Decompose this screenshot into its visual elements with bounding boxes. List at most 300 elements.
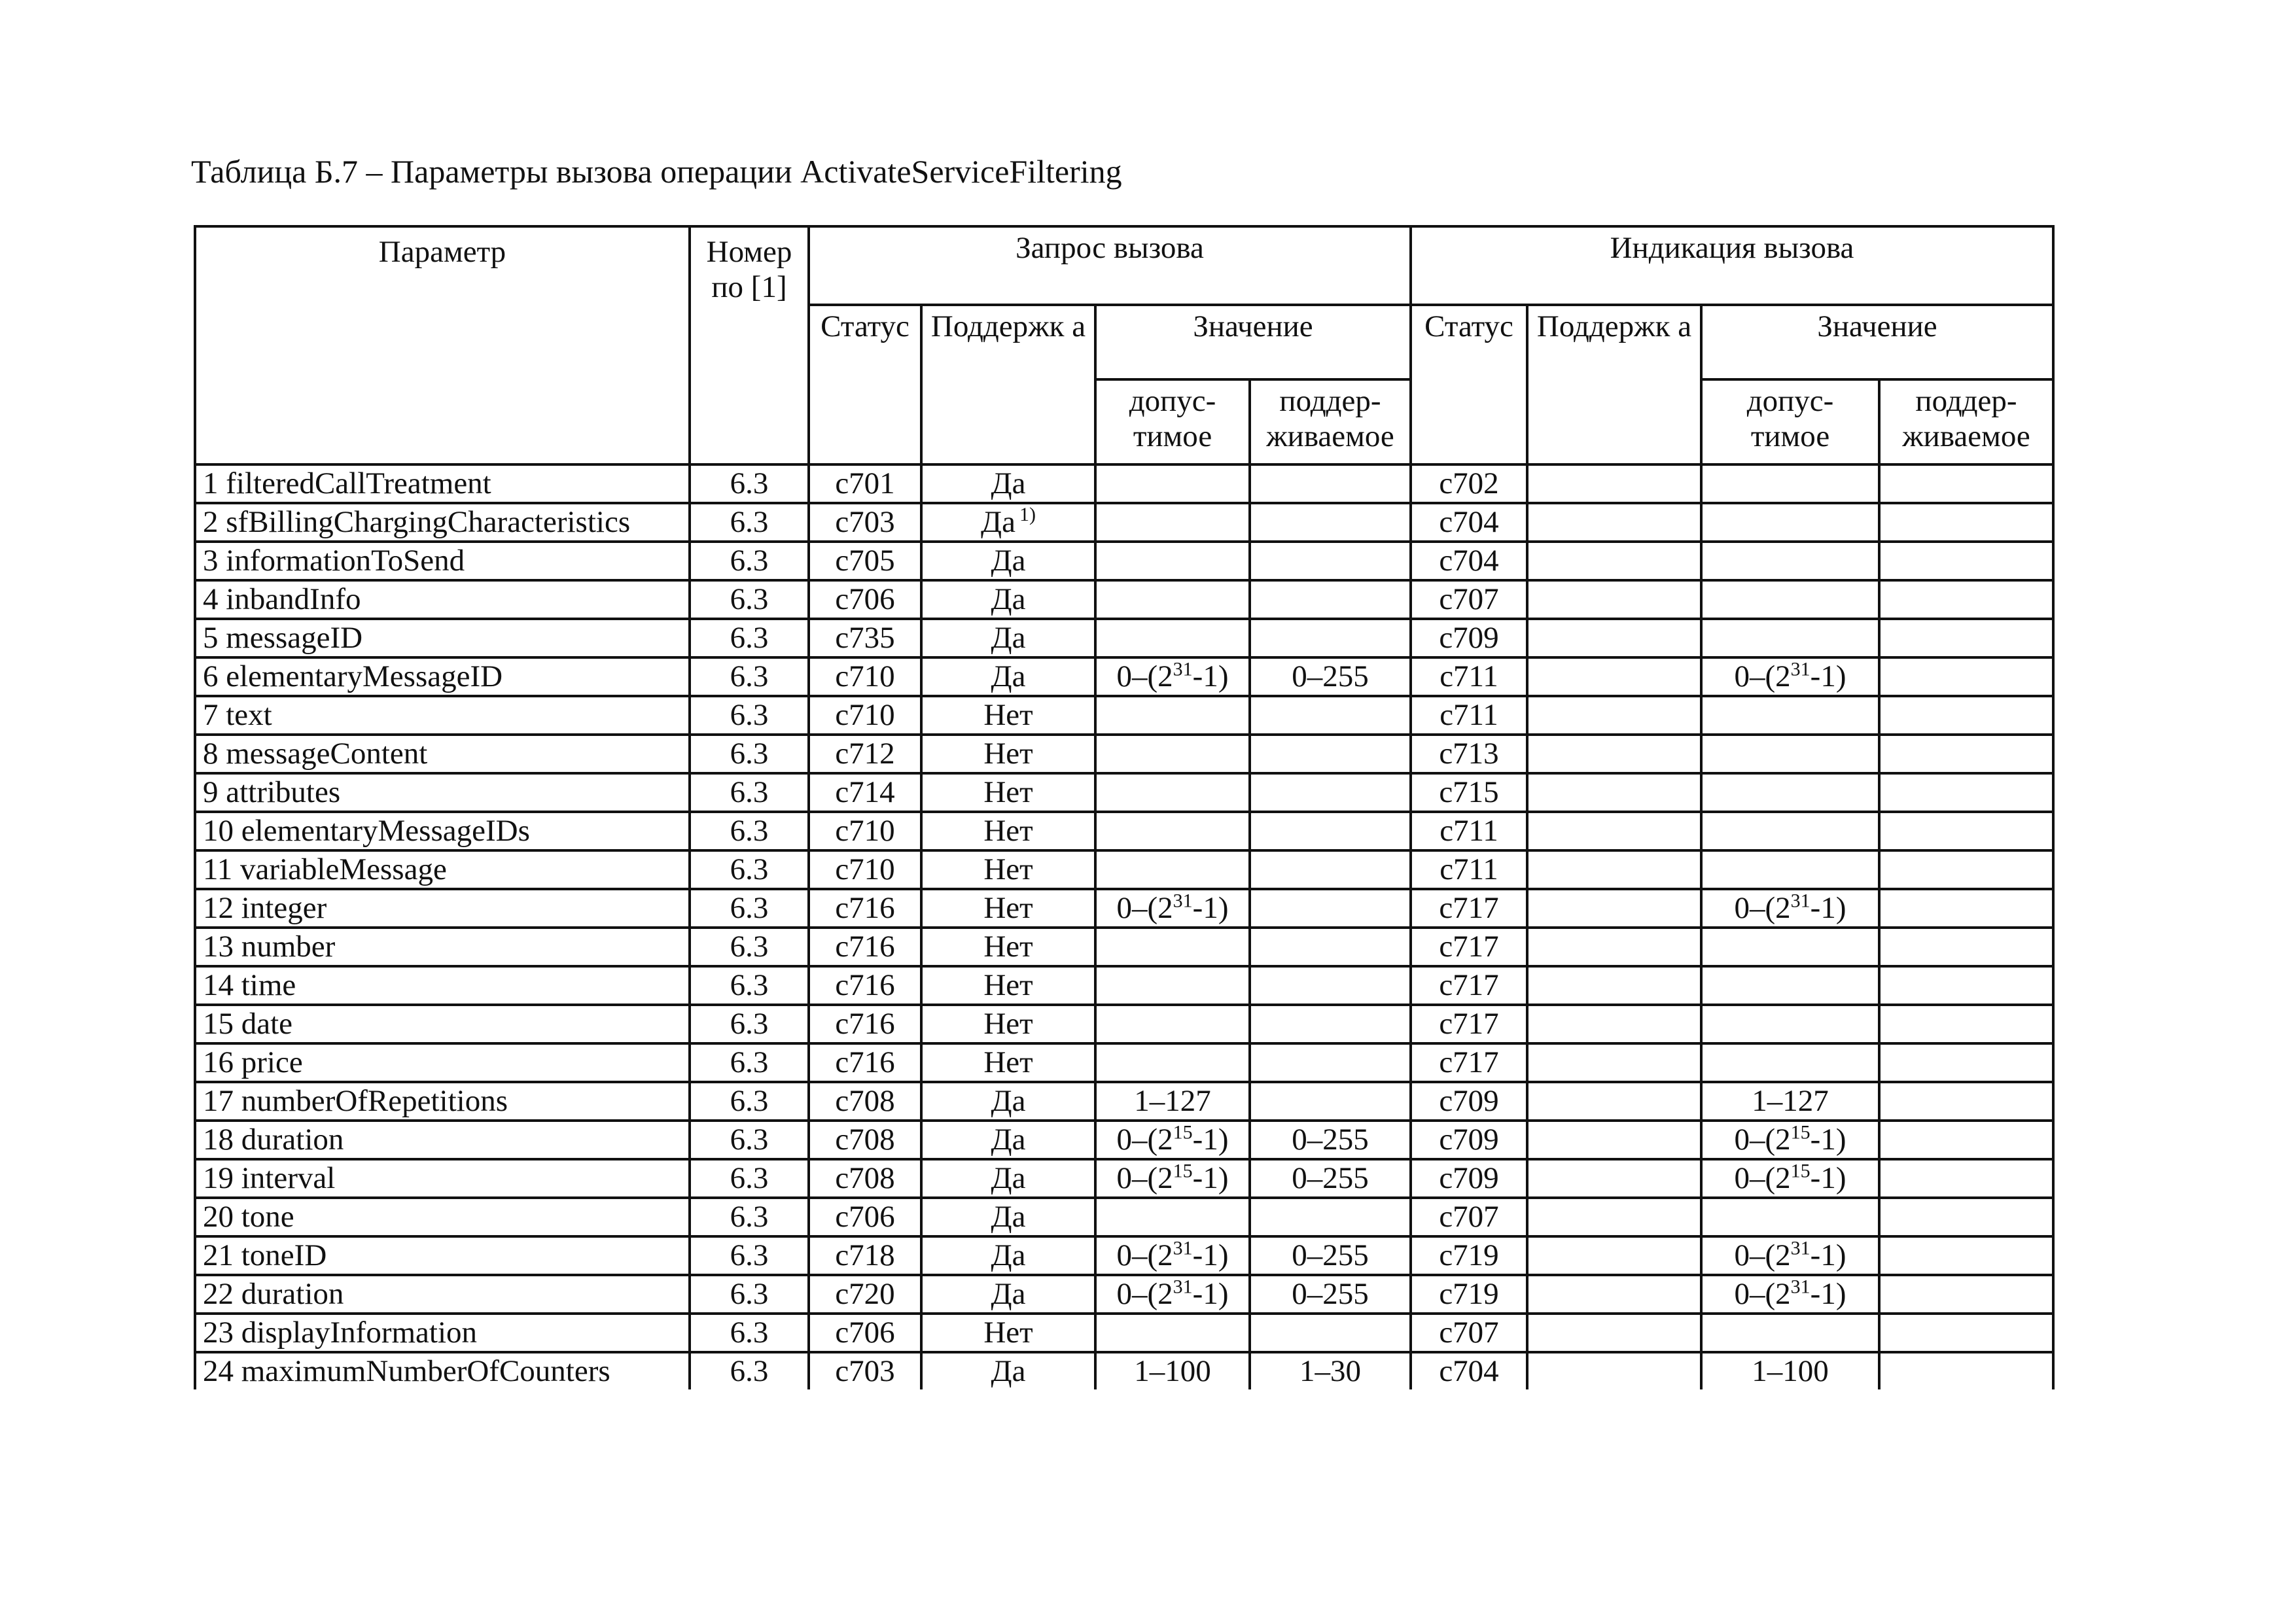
cell-indication-support xyxy=(1527,1121,1701,1159)
cell-number-text: 6.3 xyxy=(730,1277,769,1311)
cell-parameter xyxy=(195,619,690,657)
table-row xyxy=(195,966,2053,1005)
cell-number xyxy=(690,773,809,812)
table-row xyxy=(195,1352,2053,1389)
header-indication-status: Статус xyxy=(1411,305,1527,464)
cell-request-supported-text: 0–255 xyxy=(1292,1123,1369,1157)
cell-request-allowed xyxy=(1095,1352,1250,1389)
cell-number-text: 6.3 xyxy=(730,968,769,1002)
cell-request-status xyxy=(809,1005,921,1043)
cell-request-status-text: c703 xyxy=(835,505,895,539)
cell-request-support xyxy=(921,696,1095,735)
cell-request-allowed xyxy=(1095,580,1250,619)
cell-request-supported xyxy=(1250,812,1411,850)
cell-request-support-text: Да xyxy=(991,1277,1026,1311)
cell-indication-status xyxy=(1411,773,1527,812)
cell-parameter-text: 7 text xyxy=(203,698,272,732)
cell-request-allowed-text: $0-(2^{31}-1)$ xyxy=(1116,658,1229,693)
cell-request-allowed-text: 1–127 xyxy=(1134,1084,1211,1118)
cell-parameter-text: 5 messageID xyxy=(203,621,363,655)
cell-indication-status-text: c707 xyxy=(1439,1316,1499,1350)
header-request-support: Поддержк а xyxy=(921,305,1095,464)
cell-request-supported xyxy=(1250,1159,1411,1198)
cell-indication-supported xyxy=(1879,1198,2053,1236)
cell-request-status xyxy=(809,966,921,1005)
cell-indication-allowed xyxy=(1701,928,1879,966)
exponent: 31 xyxy=(1790,890,1810,912)
header-indication-value: Значение xyxy=(1701,305,2053,379)
cell-parameter-text: 9 attributes xyxy=(203,775,341,809)
cell-parameter-text: 4 inbandInfo xyxy=(203,582,361,616)
cell-indication-allowed xyxy=(1701,1121,1879,1159)
cell-request-allowed xyxy=(1095,1314,1250,1352)
header-indication-allowed: допус- тимое xyxy=(1701,379,1879,464)
cell-indication-support xyxy=(1527,696,1701,735)
cell-number xyxy=(690,619,809,657)
cell-parameter-text: 17 numberOfRepetitions xyxy=(203,1084,508,1118)
cell-number xyxy=(690,1043,809,1082)
cell-indication-support xyxy=(1527,1043,1701,1082)
cell-parameter-text: 22 duration xyxy=(203,1277,344,1311)
cell-indication-support xyxy=(1527,542,1701,580)
cell-indication-supported xyxy=(1879,580,2053,619)
cell-request-support-text: Да xyxy=(991,1161,1026,1195)
cell-indication-allowed xyxy=(1701,1005,1879,1043)
cell-request-supported xyxy=(1250,619,1411,657)
cell-indication-support xyxy=(1527,735,1701,773)
cell-indication-status-text: c717 xyxy=(1439,1045,1499,1079)
cell-parameter xyxy=(195,735,690,773)
cell-request-status xyxy=(809,503,921,542)
cell-request-allowed xyxy=(1095,1275,1250,1314)
cell-request-supported xyxy=(1250,1043,1411,1082)
cell-indication-supported xyxy=(1879,542,2053,580)
cell-request-allowed xyxy=(1095,1198,1250,1236)
cell-number-text: 6.3 xyxy=(730,1161,769,1195)
table-row xyxy=(195,1314,2053,1352)
cell-indication-status xyxy=(1411,619,1527,657)
cell-request-support-text: Нет xyxy=(983,1045,1033,1079)
header-indication: Индикация вызова xyxy=(1411,226,2053,305)
cell-indication-allowed xyxy=(1701,966,1879,1005)
cell-number-text: 6.3 xyxy=(730,1238,769,1272)
cell-request-supported xyxy=(1250,1121,1411,1159)
cell-number xyxy=(690,1314,809,1352)
cell-number xyxy=(690,1121,809,1159)
cell-indication-status-text: c707 xyxy=(1439,1200,1499,1234)
cell-parameter-text: 1 filteredCallTreatment xyxy=(203,466,491,500)
cell-indication-support xyxy=(1527,1005,1701,1043)
cell-request-status-text: c716 xyxy=(835,930,895,964)
cell-request-status-text: c703 xyxy=(835,1354,895,1388)
cell-indication-allowed xyxy=(1701,503,1879,542)
cell-indication-allowed xyxy=(1701,1198,1879,1236)
cell-parameter-text: 24 maximumNumberOfCounters xyxy=(203,1354,610,1388)
cell-number xyxy=(690,966,809,1005)
cell-request-support xyxy=(921,1082,1095,1121)
cell-request-status xyxy=(809,1198,921,1236)
cell-number xyxy=(690,580,809,619)
table-row xyxy=(195,1043,2053,1082)
cell-indication-allowed-text: $0-(2^{31}-1)$ xyxy=(1734,1276,1846,1311)
exponent: 31 xyxy=(1173,1237,1193,1259)
cell-request-allowed xyxy=(1095,735,1250,773)
cell-parameter-text: 21 toneID xyxy=(203,1238,327,1272)
cell-parameter-text: 8 messageContent xyxy=(203,737,428,771)
cell-request-supported xyxy=(1250,1314,1411,1352)
cell-request-status xyxy=(809,812,921,850)
cell-indication-status xyxy=(1411,889,1527,928)
cell-indication-status-text: c717 xyxy=(1439,968,1499,1002)
cell-indication-support xyxy=(1527,657,1701,696)
cell-indication-supported xyxy=(1879,1159,2053,1198)
cell-request-support xyxy=(921,1121,1095,1159)
cell-request-status-text: c735 xyxy=(835,621,895,655)
cell-parameter-text: 15 date xyxy=(203,1007,293,1041)
cell-indication-support xyxy=(1527,619,1701,657)
cell-request-status-text: c716 xyxy=(835,891,895,925)
cell-request-allowed-text: $0-(2^{31}-1)$ xyxy=(1116,1276,1229,1311)
cell-request-allowed xyxy=(1095,850,1250,889)
table-row xyxy=(195,503,2053,542)
cell-indication-allowed xyxy=(1701,1236,1879,1275)
cell-indication-support xyxy=(1527,1275,1701,1314)
table-row xyxy=(195,1121,2053,1159)
cell-indication-status-text: c711 xyxy=(1439,659,1498,693)
cell-indication-allowed-text: 1–100 xyxy=(1752,1354,1829,1388)
cell-parameter xyxy=(195,696,690,735)
cell-number xyxy=(690,1005,809,1043)
cell-request-allowed xyxy=(1095,1082,1250,1121)
cell-request-support xyxy=(921,464,1095,503)
cell-indication-allowed xyxy=(1701,696,1879,735)
cell-indication-status-text: c711 xyxy=(1439,814,1498,848)
cell-number xyxy=(690,1082,809,1121)
cell-number-text: 6.3 xyxy=(730,775,769,809)
cell-request-support-text: Нет xyxy=(983,968,1033,1002)
cell-indication-allowed xyxy=(1701,580,1879,619)
cell-number xyxy=(690,1236,809,1275)
cell-indication-status-text: c709 xyxy=(1439,1123,1499,1157)
cell-parameter xyxy=(195,657,690,696)
cell-request-supported xyxy=(1250,1005,1411,1043)
cell-number xyxy=(690,1352,809,1389)
cell-parameter xyxy=(195,773,690,812)
cell-request-supported-text: 0–255 xyxy=(1292,1161,1369,1195)
cell-number-text: 6.3 xyxy=(730,1354,769,1388)
cell-number-text: 6.3 xyxy=(730,1007,769,1041)
cell-indication-support xyxy=(1527,1198,1701,1236)
cell-request-support-text: Нет xyxy=(983,1316,1033,1350)
cell-number xyxy=(690,657,809,696)
cell-request-status-text: c710 xyxy=(835,852,895,886)
cell-request-status-text: c710 xyxy=(835,659,895,693)
cell-indication-supported xyxy=(1879,966,2053,1005)
cell-indication-supported xyxy=(1879,464,2053,503)
cell-indication-supported xyxy=(1879,619,2053,657)
header-request-supported: поддер- живаемое xyxy=(1250,379,1411,464)
cell-request-support-text: Нет xyxy=(983,852,1033,886)
cell-indication-supported xyxy=(1879,657,2053,696)
cell-indication-status-text: c711 xyxy=(1439,852,1498,886)
cell-parameter xyxy=(195,1314,690,1352)
cell-indication-status-text: c717 xyxy=(1439,1007,1499,1041)
cell-request-support xyxy=(921,773,1095,812)
cell-request-support-text: Да xyxy=(981,505,1016,539)
cell-indication-supported xyxy=(1879,1121,2053,1159)
cell-request-support xyxy=(921,928,1095,966)
cell-number-text: 6.3 xyxy=(730,891,769,925)
cell-indication-allowed-text: $0-(2^{31}-1)$ xyxy=(1734,658,1846,693)
cell-request-allowed-text: $0-(2^{15}-1)$ xyxy=(1116,1160,1229,1195)
cell-request-status xyxy=(809,542,921,580)
table-row xyxy=(195,735,2053,773)
cell-request-status-text: c708 xyxy=(835,1123,895,1157)
exponent: 31 xyxy=(1173,890,1193,912)
cell-number-text: 6.3 xyxy=(730,698,769,732)
cell-number-text: 6.3 xyxy=(730,1084,769,1118)
cell-parameter xyxy=(195,1159,690,1198)
cell-number xyxy=(690,812,809,850)
cell-request-status-text: c718 xyxy=(835,1238,895,1272)
cell-indication-supported xyxy=(1879,889,2053,928)
cell-indication-status xyxy=(1411,1043,1527,1082)
cell-indication-allowed xyxy=(1701,464,1879,503)
cell-request-support xyxy=(921,966,1095,1005)
cell-request-supported-text: 1–30 xyxy=(1299,1354,1361,1388)
cell-indication-supported xyxy=(1879,928,2053,966)
cell-request-support-text: Да xyxy=(991,1354,1026,1388)
cell-parameter-text: 20 tone xyxy=(203,1200,294,1234)
cell-request-supported xyxy=(1250,966,1411,1005)
cell-indication-support xyxy=(1527,1314,1701,1352)
cell-parameter xyxy=(195,1121,690,1159)
footnote-marker: 1) xyxy=(1019,504,1036,526)
header-indication-support: Поддержк а xyxy=(1527,305,1701,464)
cell-request-supported-text: 0–255 xyxy=(1292,1238,1369,1272)
cell-indication-supported xyxy=(1879,735,2053,773)
cell-indication-status xyxy=(1411,850,1527,889)
cell-indication-allowed xyxy=(1701,1275,1879,1314)
cell-indication-support xyxy=(1527,1352,1701,1389)
cell-request-supported xyxy=(1250,464,1411,503)
cell-request-supported xyxy=(1250,773,1411,812)
cell-indication-allowed xyxy=(1701,1159,1879,1198)
cell-indication-status xyxy=(1411,1198,1527,1236)
cell-request-allowed xyxy=(1095,503,1250,542)
cell-request-status xyxy=(809,1352,921,1389)
cell-indication-status-text: c717 xyxy=(1439,930,1499,964)
cell-request-support xyxy=(921,850,1095,889)
cell-indication-status xyxy=(1411,1275,1527,1314)
table-row xyxy=(195,657,2053,696)
cell-indication-status xyxy=(1411,1082,1527,1121)
cell-request-supported xyxy=(1250,503,1411,542)
cell-request-support-text: Да xyxy=(991,582,1026,616)
cell-request-supported-text: 0–255 xyxy=(1292,1277,1369,1311)
cell-indication-status-text: c711 xyxy=(1439,698,1498,732)
cell-parameter xyxy=(195,928,690,966)
cell-number-text: 6.3 xyxy=(730,1045,769,1079)
table-header xyxy=(195,226,2053,464)
cell-number xyxy=(690,1275,809,1314)
cell-indication-supported xyxy=(1879,1043,2053,1082)
cell-request-allowed xyxy=(1095,542,1250,580)
header-request-allowed: допус- тимое xyxy=(1095,379,1250,464)
table-row xyxy=(195,1005,2053,1043)
cell-indication-status xyxy=(1411,1121,1527,1159)
cell-parameter xyxy=(195,464,690,503)
cell-indication-status xyxy=(1411,928,1527,966)
table-row xyxy=(195,464,2053,503)
cell-parameter xyxy=(195,1082,690,1121)
cell-request-status-text: c716 xyxy=(835,968,895,1002)
cell-number-text: 6.3 xyxy=(730,466,769,500)
cell-request-support-text: Нет xyxy=(983,814,1033,848)
cell-request-supported xyxy=(1250,696,1411,735)
cell-request-support xyxy=(921,619,1095,657)
cell-indication-support xyxy=(1527,580,1701,619)
cell-indication-status xyxy=(1411,1314,1527,1352)
cell-parameter-text: 3 informationToSend xyxy=(203,544,465,578)
cell-indication-status-text: c704 xyxy=(1439,1354,1499,1388)
cell-parameter xyxy=(195,1352,690,1389)
cell-request-support xyxy=(921,889,1095,928)
cell-indication-status-text: c702 xyxy=(1439,466,1499,500)
cell-indication-status xyxy=(1411,1236,1527,1275)
cell-parameter xyxy=(195,503,690,542)
cell-parameter-text: 16 price xyxy=(203,1045,303,1079)
cell-request-supported xyxy=(1250,889,1411,928)
cell-request-status-text: c712 xyxy=(835,737,895,771)
cell-request-support-text: Нет xyxy=(983,891,1033,925)
header-number: Номер по [1] xyxy=(690,226,809,464)
cell-request-status xyxy=(809,1275,921,1314)
cell-request-allowed xyxy=(1095,1121,1250,1159)
cell-request-status xyxy=(809,1121,921,1159)
cell-indication-supported xyxy=(1879,1275,2053,1314)
cell-indication-status xyxy=(1411,657,1527,696)
cell-indication-status-text: c715 xyxy=(1439,775,1499,809)
cell-request-allowed xyxy=(1095,966,1250,1005)
cell-request-supported xyxy=(1250,580,1411,619)
cell-number-text: 6.3 xyxy=(730,852,769,886)
cell-request-status xyxy=(809,580,921,619)
table-row xyxy=(195,1275,2053,1314)
cell-number xyxy=(690,696,809,735)
cell-number-text: 6.3 xyxy=(730,1123,769,1157)
cell-indication-supported xyxy=(1879,1082,2053,1121)
cell-indication-supported xyxy=(1879,1005,2053,1043)
cell-request-status-text: c701 xyxy=(835,466,895,500)
cell-parameter-text: 11 variableMessage xyxy=(203,852,447,886)
cell-request-allowed-text: $0-(2^{31}-1)$ xyxy=(1116,890,1229,925)
cell-number-text: 6.3 xyxy=(730,814,769,848)
exponent: 31 xyxy=(1173,658,1193,680)
cell-request-supported xyxy=(1250,928,1411,966)
cell-number-text: 6.3 xyxy=(730,737,769,771)
cell-request-support xyxy=(921,580,1095,619)
cell-indication-allowed-text: $0-(2^{15}-1)$ xyxy=(1734,1121,1846,1157)
table-body xyxy=(195,464,2053,1389)
table-row xyxy=(195,1236,2053,1275)
cell-parameter xyxy=(195,1005,690,1043)
cell-indication-status xyxy=(1411,696,1527,735)
cell-request-status xyxy=(809,1043,921,1082)
cell-request-support-text: Нет xyxy=(983,930,1033,964)
cell-request-allowed xyxy=(1095,812,1250,850)
table-row xyxy=(195,773,2053,812)
cell-request-status-text: c720 xyxy=(835,1277,895,1311)
cell-request-status xyxy=(809,619,921,657)
cell-number xyxy=(690,1159,809,1198)
cell-parameter-text: 23 displayInformation xyxy=(203,1316,478,1350)
cell-request-status xyxy=(809,464,921,503)
cell-request-allowed xyxy=(1095,928,1250,966)
exponent: 15 xyxy=(1790,1121,1810,1143)
cell-parameter-text: 6 elementaryMessageID xyxy=(203,659,503,693)
cell-indication-supported xyxy=(1879,812,2053,850)
exponent: 31 xyxy=(1790,658,1810,680)
exponent: 15 xyxy=(1173,1160,1193,1182)
cell-indication-status-text: c717 xyxy=(1439,891,1499,925)
cell-request-support xyxy=(921,1352,1095,1389)
cell-request-status-text: c708 xyxy=(835,1084,895,1118)
cell-request-status-text: c716 xyxy=(835,1045,895,1079)
cell-request-status-text: c705 xyxy=(835,544,895,578)
cell-request-status-text: c716 xyxy=(835,1007,895,1041)
cell-request-status xyxy=(809,928,921,966)
cell-parameter-text: 10 elementaryMessageIDs xyxy=(203,814,530,848)
cell-indication-status-text: c704 xyxy=(1439,544,1499,578)
cell-indication-status-text: c709 xyxy=(1439,1161,1499,1195)
cell-request-status xyxy=(809,1236,921,1275)
cell-indication-status xyxy=(1411,735,1527,773)
cell-indication-status xyxy=(1411,966,1527,1005)
cell-number-text: 6.3 xyxy=(730,1316,769,1350)
cell-number xyxy=(690,928,809,966)
cell-request-support xyxy=(921,503,1095,542)
cell-indication-supported xyxy=(1879,773,2053,812)
cell-indication-support xyxy=(1527,464,1701,503)
cell-parameter-text: 14 time xyxy=(203,968,296,1002)
cell-request-support xyxy=(921,1159,1095,1198)
cell-indication-allowed-text: $0-(2^{31}-1)$ xyxy=(1734,890,1846,925)
cell-indication-status-text: c713 xyxy=(1439,737,1499,771)
cell-request-status xyxy=(809,850,921,889)
cell-indication-allowed-text: 1–127 xyxy=(1752,1084,1829,1118)
table-row xyxy=(195,928,2053,966)
cell-request-allowed-text: 1–100 xyxy=(1134,1354,1211,1388)
cell-indication-allowed xyxy=(1701,889,1879,928)
cell-request-status-text: c708 xyxy=(835,1161,895,1195)
cell-request-support xyxy=(921,657,1095,696)
cell-indication-allowed xyxy=(1701,1082,1879,1121)
cell-request-supported xyxy=(1250,1082,1411,1121)
cell-request-status xyxy=(809,773,921,812)
cell-request-allowed-text: $0-(2^{31}-1)$ xyxy=(1116,1237,1229,1272)
cell-indication-allowed xyxy=(1701,812,1879,850)
cell-request-support xyxy=(921,735,1095,773)
cell-indication-supported xyxy=(1879,850,2053,889)
cell-parameter-text: 19 interval xyxy=(203,1161,336,1195)
cell-request-support xyxy=(921,1275,1095,1314)
cell-request-allowed xyxy=(1095,1236,1250,1275)
cell-request-allowed xyxy=(1095,773,1250,812)
cell-indication-support xyxy=(1527,889,1701,928)
cell-request-allowed xyxy=(1095,619,1250,657)
cell-request-status-text: c710 xyxy=(835,814,895,848)
